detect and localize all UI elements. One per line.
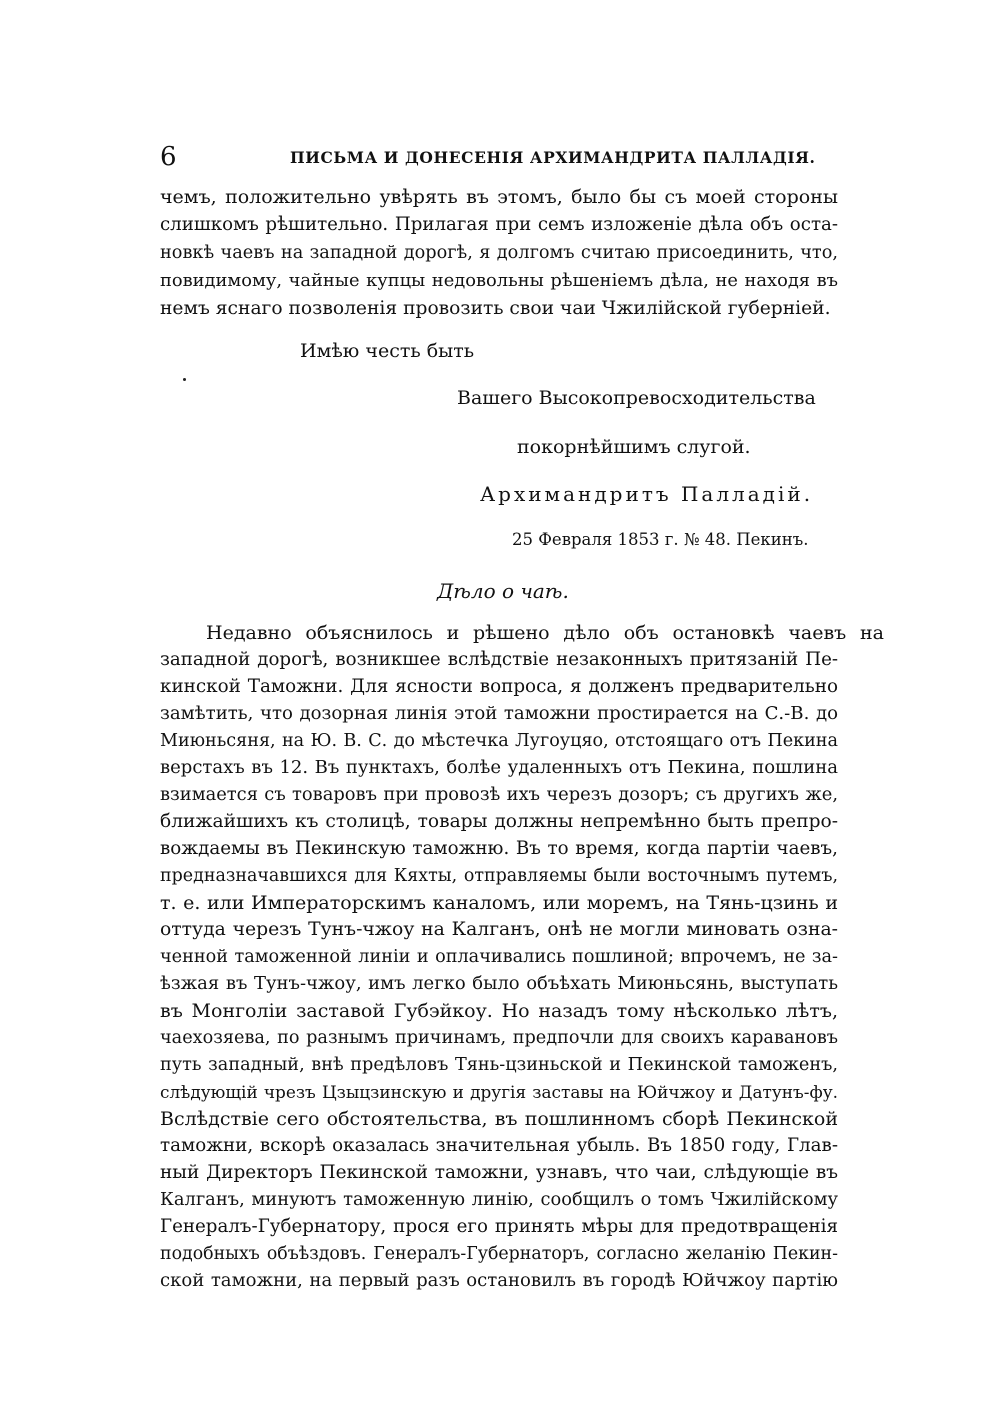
body-line: ской таможни, на первый разъ остановилъ въ городѣ Юйчжоу партію (160, 1270, 838, 1291)
page-number: 6 (160, 142, 177, 172)
body-line: немъ яснаго позволенія провозить свои чаи Чжилійской губерніей. (160, 298, 831, 319)
body-line: т. е. или Императорскимъ каналомъ, или моремъ, на Тянь-цзинь и (160, 892, 838, 914)
closing-servant: покорнѣйшимъ слугой. (517, 436, 751, 458)
body-line: слѣдующій чрезъ Цзыцзинскую и другія заставы на Юйчжоу и Датунъ-фу. (160, 1082, 838, 1102)
body-line: чаехозяева, по разнымъ причинамъ, предпочли для своихъ каравановъ (160, 1028, 838, 1048)
body-line: новкѣ чаевъ на западной дорогѣ, я долгомъ считаю присоединить, что, (160, 243, 838, 263)
body-line: ѣзжая въ Тунъ-чжоу, имъ легко было объѣхать Миюньсянь, выступать (160, 973, 838, 994)
body-line: ный Директоръ Пекинской таможни, узнавъ, что чаи, слѣдующіе въ (160, 1162, 838, 1183)
body-line: кинской Таможни. Для ясности вопроса, я долженъ предварительно (160, 676, 838, 697)
body-line: Вслѣдствіе сего обстоятельства, въ пошлинномъ сборѣ Пекинской (160, 1108, 838, 1130)
body-line: таможни, вскорѣ оказалась значительная убыль. Въ 1850 году, Глав- (160, 1135, 838, 1156)
body-line: предназначавшихся для Кяхты, отправляемы были восточнымъ путемъ, (160, 866, 838, 886)
body-line: Генералъ-Губернатору, прося его принять мѣры для предотвращенія (160, 1216, 838, 1237)
body-line: западной дорогѣ, возникшее вслѣдствіе незаконныхъ притязаній Пе- (160, 649, 838, 670)
closing-honor: Имѣю честь быть (300, 340, 475, 362)
body-line: ближайшихъ къ столицѣ, товары должны непремѣнно быть препро- (160, 811, 838, 832)
body-line: оттуда черезъ Тунъ-чжоу на Калганъ, онѣ не могли миновать озна- (160, 919, 838, 940)
body-line: верстахъ въ 12. Въ пунктахъ, болѣе удаленныхъ отъ Пекина, пошлина (160, 757, 838, 778)
closing-address: Вашего Высокопревосходительства (457, 387, 816, 409)
body-line: Миюньсяня, на Ю. В. С. до мѣстечка Лугоуцяо, отстоящаго отъ Пекина (160, 731, 838, 751)
body-line: замѣтить, что дозорная линія этой таможни простирается на С.-В. до (160, 703, 838, 724)
running-title: ПИСЬМА И ДОНЕСЕНІЯ АРХИМАНДРИТА ПАЛЛАДІЯ. (290, 148, 816, 167)
body-line: повидимому, чайные купцы недовольны рѣшеніемъ дѣла, не находя въ (160, 270, 838, 291)
stray-mark (183, 378, 186, 381)
body-line: путь западный, внѣ предѣловъ Тянь-цзиньской и Пекинской таможенъ, (160, 1055, 838, 1075)
signature: Архимандритъ Палладій. (480, 482, 814, 506)
body-line: Калганъ, минуютъ таможенную линію, сообщилъ о томъ Чжилійскому (160, 1189, 838, 1210)
body-line: взимается съ товаровъ при провозѣ ихъ черезъ дозоръ; съ другихъ же, (160, 784, 838, 805)
body-line: слишкомъ рѣшительно. Прилагая при семъ изложеніе дѣла объ оста- (160, 214, 838, 235)
body-line: Недавно объяснилось и рѣшено дѣло объ остановкѣ чаевъ на (206, 622, 884, 644)
body-line: въ Монголіи заставой Губэйкоу. Но назадъ тому нѣсколько лѣтъ, (160, 1000, 838, 1022)
date-line: 25 Февраля 1853 г. № 48. Пекинъ. (512, 530, 809, 549)
page-header (160, 142, 840, 172)
section-title: Дѣло о чаѣ. (437, 579, 569, 603)
body-line: подобныхъ объѣздовъ. Генералъ-Губернаторъ, согласно желанію Пекин- (160, 1244, 838, 1264)
body-line: чемъ, положительно увѣрять въ этомъ, было бы съ моей стороны (160, 186, 838, 208)
body-line: ченной таможенной линіи и оплачивались пошлиной; впрочемъ, не за- (160, 947, 838, 967)
body-line: вождаемы въ Пекинскую таможню. Въ то время, когда партіи чаевъ, (160, 838, 838, 859)
